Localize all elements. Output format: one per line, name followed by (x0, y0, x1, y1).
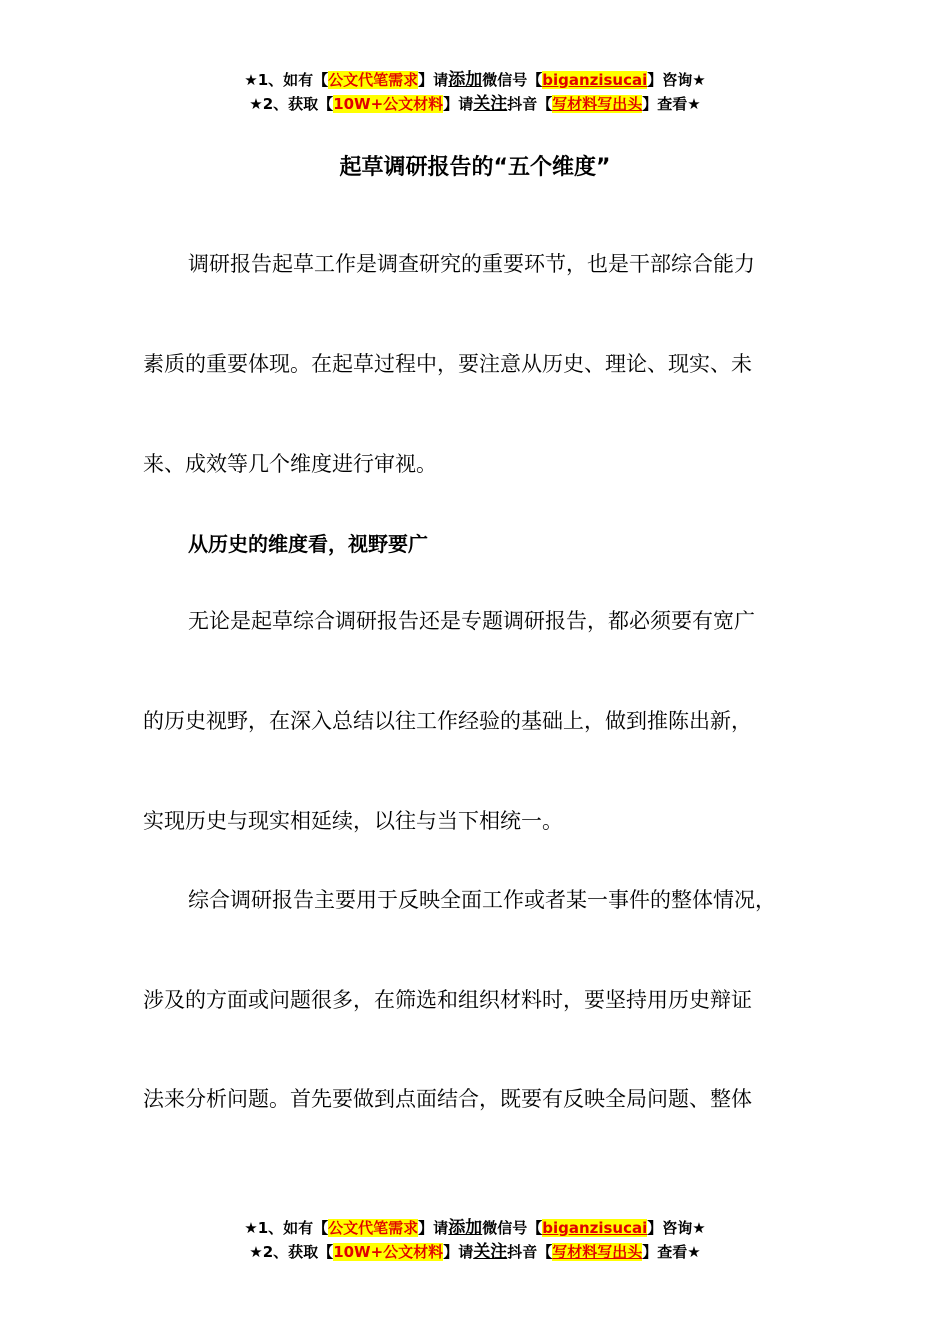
banner-text: 微信号【 (482, 1219, 543, 1237)
banner-highlight-service: 公文代笔需求 (328, 1219, 419, 1237)
banner-text: 】咨询★ (647, 1219, 706, 1237)
paragraph-line: 法来分析问题。首先要做到点面结合，既要有反映全局问题、整体 (143, 1087, 752, 1111)
banner-highlight-materials: 10W+公文材料 (333, 1243, 444, 1261)
banner-text: ★2、获取【 (249, 95, 334, 113)
banner-highlight-service: 公文代笔需求 (328, 71, 419, 89)
banner-text: ★1、如有【 (244, 71, 329, 89)
banner-emphasis: 添加 (448, 1218, 483, 1238)
banner-text: 微信号【 (482, 71, 543, 89)
paragraph-line: 实现历史与现实相延续，以往与当下相统一。 (143, 809, 563, 833)
banner-douyin-account: 写材料写出头 (552, 1243, 643, 1261)
footer-banner (0, 1216, 950, 1264)
banner-line-1 (0, 1216, 950, 1240)
banner-line-2 (0, 92, 950, 116)
header-banner (0, 68, 950, 116)
banner-text: 】请 (418, 71, 449, 89)
banner-douyin-account: 写材料写出头 (552, 95, 643, 113)
banner-text: 】请 (418, 1219, 449, 1237)
banner-wechat-id: biganzisucai (542, 71, 648, 89)
banner-text: 】查看★ (642, 1243, 701, 1261)
banner-text: 】咨询★ (647, 71, 706, 89)
paragraph-line: 的历史视野，在深入总结以往工作经验的基础上，做到推陈出新， (143, 709, 752, 733)
banner-text: 】请 (443, 95, 474, 113)
banner-wechat-id: biganzisucai (542, 1219, 648, 1237)
banner-highlight-materials: 10W+公文材料 (333, 95, 444, 113)
banner-text: 】查看★ (642, 95, 701, 113)
paragraph-line: 来、成效等几个维度进行审视。 (143, 452, 437, 476)
paragraph-line: 涉及的方面或问题很多，在筛选和组织材料时，要坚持用历史辩证 (143, 988, 752, 1012)
banner-text: ★2、获取【 (249, 1243, 334, 1261)
banner-line-1 (0, 68, 950, 92)
page-title: 起草调研报告的“五个维度” (339, 155, 611, 180)
banner-text: 抖音【 (507, 1243, 553, 1261)
paragraph-line: 素质的重要体现。在起草过程中，要注意从历史、理论、现实、未 (143, 352, 752, 376)
banner-emphasis: 关注 (473, 1242, 508, 1262)
banner-text: ★1、如有【 (244, 1219, 329, 1237)
banner-line-2 (0, 1240, 950, 1264)
banner-emphasis: 关注 (473, 94, 508, 114)
banner-emphasis: 添加 (448, 70, 483, 90)
banner-text: 抖音【 (507, 95, 553, 113)
paragraph-line: 无论是起草综合调研报告还是专题调研报告，都必须要有宽广 (188, 609, 755, 633)
section-heading: 从历史的维度看，视野要广 (188, 532, 428, 556)
banner-text: 】请 (443, 1243, 474, 1261)
paragraph-line: 综合调研报告主要用于反映全面工作或者某一事件的整体情况， (188, 888, 776, 912)
paragraph-line: 调研报告起草工作是调查研究的重要环节，也是干部综合能力 (188, 252, 755, 276)
